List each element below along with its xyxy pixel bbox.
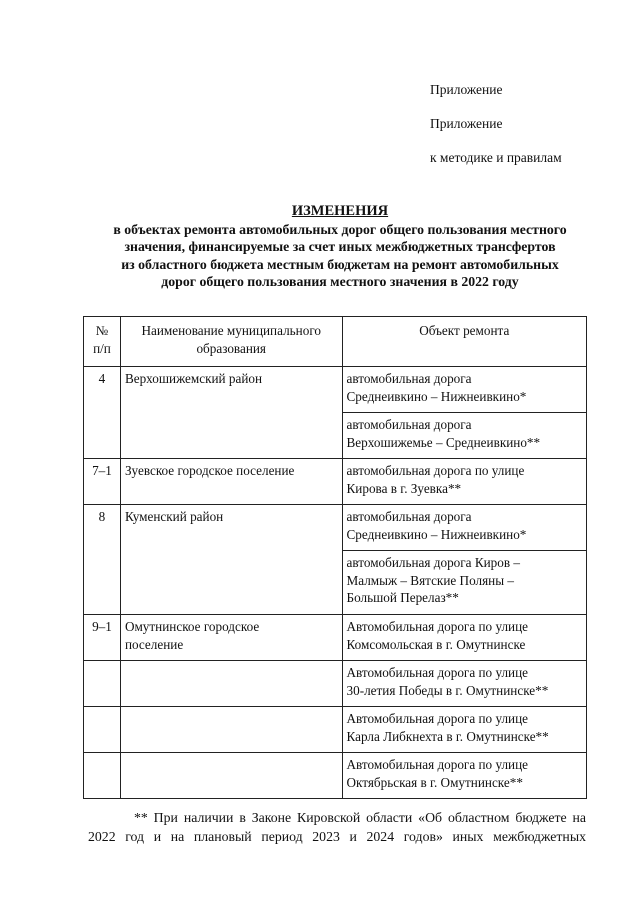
object-line: Автомобильная дорога по улице <box>346 711 529 726</box>
header-municipality <box>120 317 342 367</box>
municipality-name: Куменский район <box>124 509 224 524</box>
table-header-row <box>84 317 587 367</box>
table-row <box>84 367 587 413</box>
object-cell <box>342 459 586 505</box>
row-number: 8 <box>84 505 121 615</box>
object-line: Октябрьская в г. Омутнинске** <box>346 774 523 790</box>
object-line: автомобильная дорога по улице <box>346 463 525 478</box>
object-line: Большой Перелаз** <box>346 590 459 605</box>
object-line: Верхошижемье – Среднеивкино** <box>346 434 541 450</box>
municipality-cell <box>120 505 342 615</box>
footnote: ** При наличии в Законе Кировской области «Об областном бюджете на 2022 год и на плановый период 2023 и 2024 годов» иных межбюджетных <box>88 810 586 844</box>
object-line: Среднеивкино – Нижнеивкино* <box>346 526 527 542</box>
municipality-cell <box>120 615 342 661</box>
object-line: Автомобильная дорога по улице <box>346 619 529 634</box>
object-line: автомобильная дорога <box>346 417 472 432</box>
header-object <box>342 317 586 367</box>
table-row <box>84 707 587 753</box>
object-line: Комсомольская в г. Омутнинске <box>346 636 526 652</box>
repair-objects-table <box>83 316 587 799</box>
row-number: 9–1 <box>84 615 121 661</box>
object-line: автомобильная дорога <box>346 509 472 524</box>
municipality-cell <box>120 367 342 459</box>
object-cell <box>342 551 586 615</box>
object-cell <box>342 753 586 799</box>
municipality-cell <box>120 459 342 505</box>
title-heading: ИЗМЕНЕНИЯ <box>291 203 389 219</box>
object-line: 30-летия Победы в г. Омутнинске** <box>346 682 549 698</box>
table-row <box>84 753 587 799</box>
municipality-cell-empty <box>120 753 342 799</box>
object-cell <box>342 413 586 459</box>
row-number-empty <box>84 707 121 753</box>
municipality-name: Омутнинское городское <box>124 619 260 634</box>
object-cell <box>342 505 586 551</box>
object-line: Автомобильная дорога по улице <box>346 757 529 772</box>
object-line: автомобильная дорога Киров – <box>346 555 520 570</box>
object-line: Кирова в г. Зуевка** <box>346 480 462 496</box>
header-municipality-line: образования <box>196 340 267 356</box>
object-line: Среднеивкино – Нижнеивкино* <box>346 388 527 404</box>
municipality-cell-empty <box>120 707 342 753</box>
row-number: 4 <box>84 367 121 459</box>
object-cell <box>342 661 586 707</box>
title-line: в объектах ремонта автомобильных дорог общего пользования местного <box>113 221 567 237</box>
document-title <box>60 203 620 291</box>
header-municipality-line: Наименование муниципального <box>141 323 322 338</box>
object-line: Автомобильная дорога по улице <box>346 665 529 680</box>
municipality-name: Верхошижемский район <box>124 371 263 386</box>
title-line: значения, финансируемые за счет иных межбюджетных трансфертов <box>124 239 556 254</box>
appendix-reference: к методике и правилам <box>430 150 562 165</box>
header-object-label: Объект ремонта <box>419 323 510 338</box>
table-row <box>84 615 587 661</box>
row-number: 7–1 <box>84 459 121 505</box>
object-cell <box>342 615 586 661</box>
table-row <box>84 661 587 707</box>
object-line: Малмыж – Вятские Поляны – <box>346 572 514 588</box>
municipality-name: поселение <box>124 636 184 652</box>
header-number-symbol: № <box>95 323 109 338</box>
object-line: Карла Либкнехта в г. Омутнинске** <box>346 728 549 744</box>
appendix-label: Приложение <box>430 82 503 97</box>
object-cell <box>342 367 586 413</box>
row-number-empty <box>84 753 121 799</box>
object-cell <box>342 707 586 753</box>
municipality-name: Зуевское городское поселение <box>124 463 295 478</box>
object-line: автомобильная дорога <box>346 371 472 386</box>
appendix-label-2: Приложение <box>430 116 503 131</box>
row-number-empty <box>84 661 121 707</box>
header-number-abbr: п/п <box>93 340 111 356</box>
header-number <box>84 317 121 367</box>
table-row <box>84 505 587 551</box>
table-row <box>84 459 587 505</box>
municipality-cell-empty <box>120 661 342 707</box>
title-line: из областного бюджета местным бюджетам на ремонт автомобильных <box>121 256 559 272</box>
title-line: дорог общего пользования местного значения в 2022 году <box>161 274 519 289</box>
